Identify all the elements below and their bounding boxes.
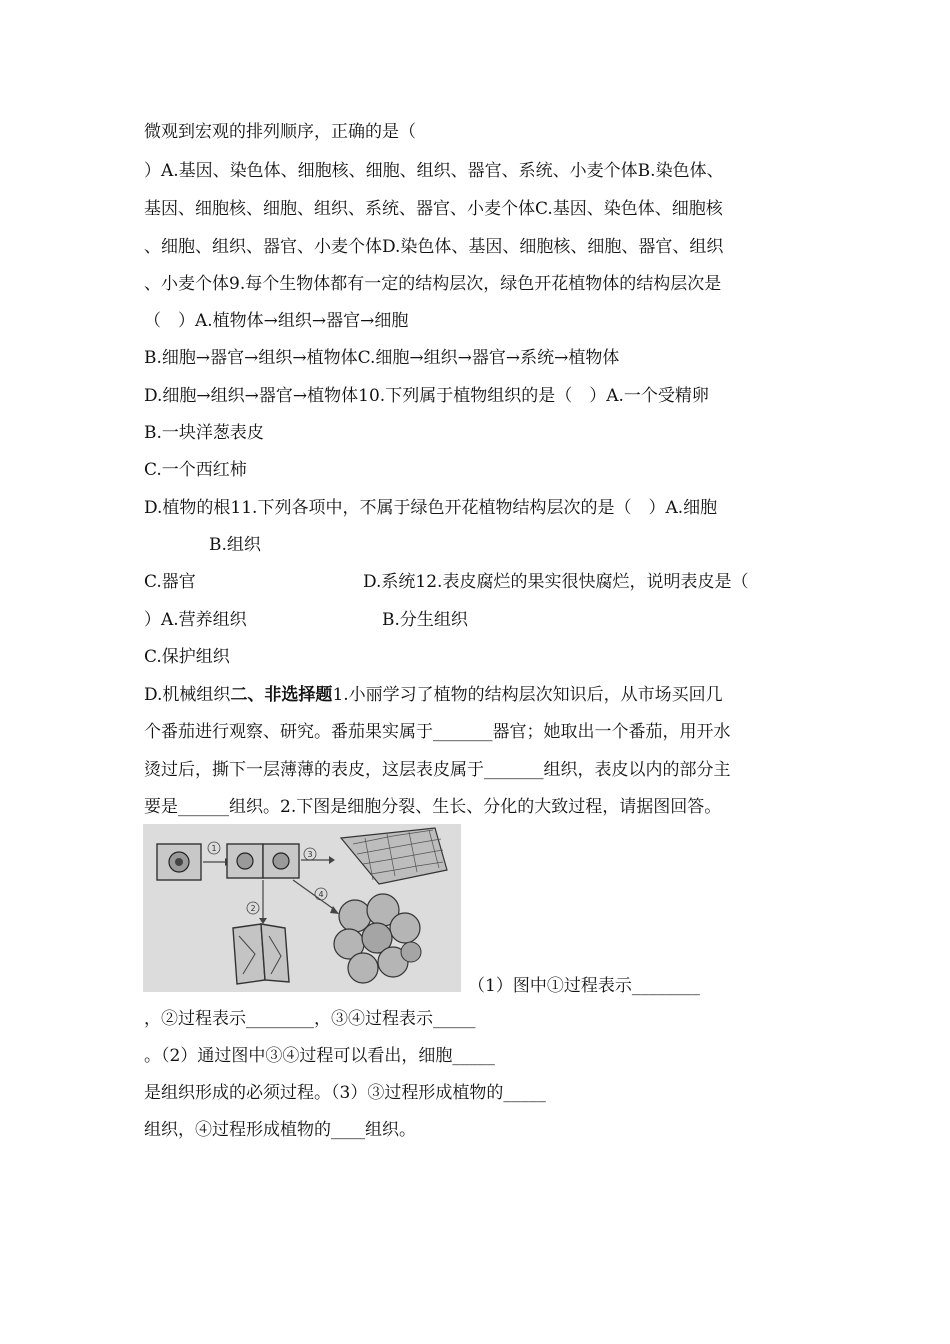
section2-line-1 xyxy=(144,683,723,707)
s2-q1-part-1: 1.小丽学习了植物的结构层次知识后，从市场买回几 xyxy=(332,685,723,705)
svg-text:2: 2 xyxy=(250,904,256,913)
q10-option-c: C.一个西红柿 xyxy=(144,460,247,480)
section-heading: 二、非选择题 xyxy=(230,685,333,705)
svg-text:4: 4 xyxy=(318,890,324,899)
s2-q2-line-4: 是组织形成的必须过程。（3）③过程形成植物的_____ xyxy=(144,1083,546,1103)
svg-text:1: 1 xyxy=(211,844,217,853)
q9-line-2: B.细胞→器官→组织→植物体C.细胞→组织→器官→系统→植物体 xyxy=(144,348,620,368)
q11-option-b: B.组织 xyxy=(209,535,261,555)
initial-cell xyxy=(157,844,201,880)
cell-division-figure xyxy=(143,824,461,992)
s2-q2-line-1: （1）图中①过程表示________ xyxy=(468,976,700,996)
grown-cells xyxy=(233,924,289,984)
q8-line-2: ）A.基因、染色体、细胞核、细胞、组织、器官、系统、小麦个体B.染色体、 xyxy=(144,161,724,181)
q8-line-5: 、小麦个体9.每个生物体都有一定的结构层次，绿色开花植物体的结构层次是 xyxy=(144,274,722,294)
s2-q1-line-3: 烫过后，撕下一层薄薄的表皮，这层表皮属于_______组织，表皮以内的部分主 xyxy=(144,760,731,780)
q8-line-3: 基因、细胞核、细胞、组织、系统、器官、小麦个体C.基因、染色体、细胞核 xyxy=(144,199,723,219)
q9-line-3: D.细胞→组织→器官→植物体10.下列属于植物组织的是（ ）A.一个受精卵 xyxy=(144,386,709,406)
s2-q2-line-5: 组织，④过程形成植物的____组织。 xyxy=(144,1120,416,1140)
q10-option-b: B.一块洋葱表皮 xyxy=(144,423,264,443)
svg-text:3: 3 xyxy=(307,850,313,859)
s2-q1-line-2: 个番茄进行观察、研究。番茄果实属于_______器官；她取出一个番茄，用开水 xyxy=(144,722,731,742)
q8-line-4: 、细胞、组织、器官、小麦个体D.染色体、基因、细胞核、细胞、器官、组织 xyxy=(144,237,724,257)
q12-option-b: B.分生组织 xyxy=(382,610,468,630)
s2-q1-line-4: 要是______组织。2.下图是细胞分裂、生长、分化的大致过程，请据图回答。 xyxy=(144,797,722,817)
q9-line-1: （ ）A.植物体→组织→器官→细胞 xyxy=(144,311,409,331)
s2-q2-line-2: ，②过程表示________，③④过程表示_____ xyxy=(144,1009,476,1029)
q10-option-d: D.植物的根11.下列各项中，不属于绿色开花植物结构层次的是（ ）A.细胞 xyxy=(144,498,718,518)
q12-option-c: C.保护组织 xyxy=(144,647,230,667)
q11-option-d: D.系统12.表皮腐烂的果实很快腐烂，说明表皮是（ xyxy=(363,572,749,592)
q12-option-a: ）A.营养组织 xyxy=(144,610,247,630)
daughter-cells xyxy=(227,844,299,878)
s2-q2-line-3: 。（2）通过图中③④过程可以看出，细胞_____ xyxy=(144,1046,495,1066)
q11-option-c: C.器官 xyxy=(144,572,196,592)
q12-option-d: D.机械组织 xyxy=(144,685,231,705)
q8-line-1: 微观到宏观的排列顺序，正确的是（ xyxy=(144,122,416,142)
